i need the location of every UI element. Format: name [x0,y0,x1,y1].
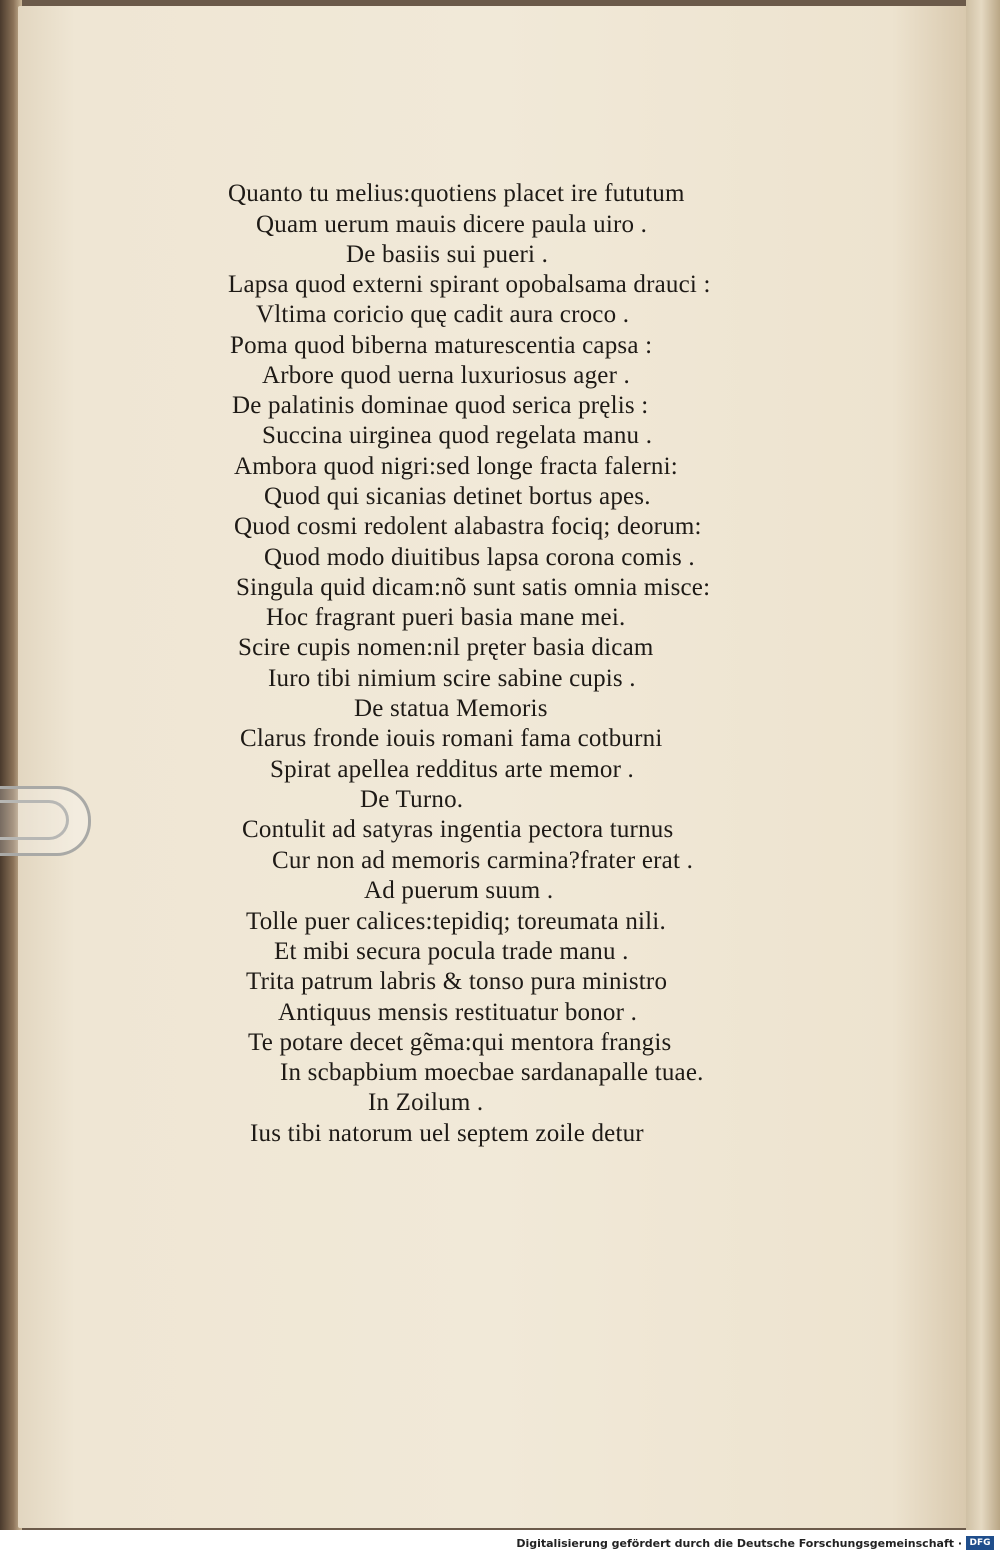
poem-line: Te potare decet gẽma:qui mentora frangis [248,1029,672,1056]
poem-line: Poma quod biberna maturescentia capsa : [230,332,653,359]
funding-notice: Digitalisierung gefördert durch die Deutsche Forschungsgemeinschaft · [516,1537,962,1550]
poem-line: Iuro tibi nimium scire sabine cupis . [268,665,636,692]
poem-heading: Ad puerum suum . [364,877,554,904]
poem-line: Quanto tu melius:quotiens placet ire fututum [228,180,685,207]
poem-line: Lapsa quod externi spirant opobalsama drauci : [228,271,711,298]
poem-line: Ambora quod nigri:sed longe fracta falerni: [234,453,678,480]
poem-heading: De statua Memoris [354,695,548,722]
poem-heading: In Zoilum . [368,1089,484,1116]
poem-line: Arbore quod uerna luxuriosus ager . [262,362,631,389]
poem-line: Quod qui sicanias detinet bortus apes. [264,483,651,510]
poem-line: Contulit ad satyras ingentia pectora turnus [242,816,674,843]
poem-line: Singula quid dicam:nõ sunt satis omnia misce: [236,574,711,601]
dfg-logo: DFG [966,1536,994,1550]
poem-line: Vltima coricio quę cadit aura croco . [256,301,630,328]
poem-line: Hoc fragrant pueri basia mane mei. [266,604,626,631]
poem-line: Antiquus mensis restituatur bonor . [278,999,638,1026]
poem-heading: De Turno. [360,786,464,813]
poem-line: Et mibi secura pocula trade manu . [274,938,629,965]
poem-line: Quam uerum mauis dicere paula uiro . [256,211,648,238]
poem-line: Quod cosmi redolent alabastra fociq; deorum: [234,513,702,540]
poem-heading: De basiis sui pueri . [346,241,549,268]
poem-line: Ius tibi natorum uel septem zoile detur [250,1120,644,1147]
poem-line: Tolle puer calices:tepidiq; toreumata nili. [246,908,666,935]
poem-line: Spirat apellea redditus arte memor . [270,756,635,783]
poem-line: De palatinis dominae quod serica pręlis : [232,392,649,419]
footer-bar [0,1530,1000,1557]
next-page-edge [966,0,1000,1530]
poem-line: Succina uirginea quod regelata manu . [262,422,653,449]
poem-line: Quod modo diuitibus lapsa corona comis . [264,544,695,571]
poem-line: Trita patrum labris & tonso pura ministro [246,968,668,995]
poem-line: In scbapbium moecbae sardanapalle tuae. [280,1059,704,1086]
poem-line: Scire cupis nomen:nil pręter basia dicam [238,634,654,661]
poem-line: Cur non ad memoris carmina?frater erat . [272,847,694,874]
poem-line: Clarus fronde iouis romani fama cotburni [240,725,663,752]
page-clip-inner [0,800,69,840]
